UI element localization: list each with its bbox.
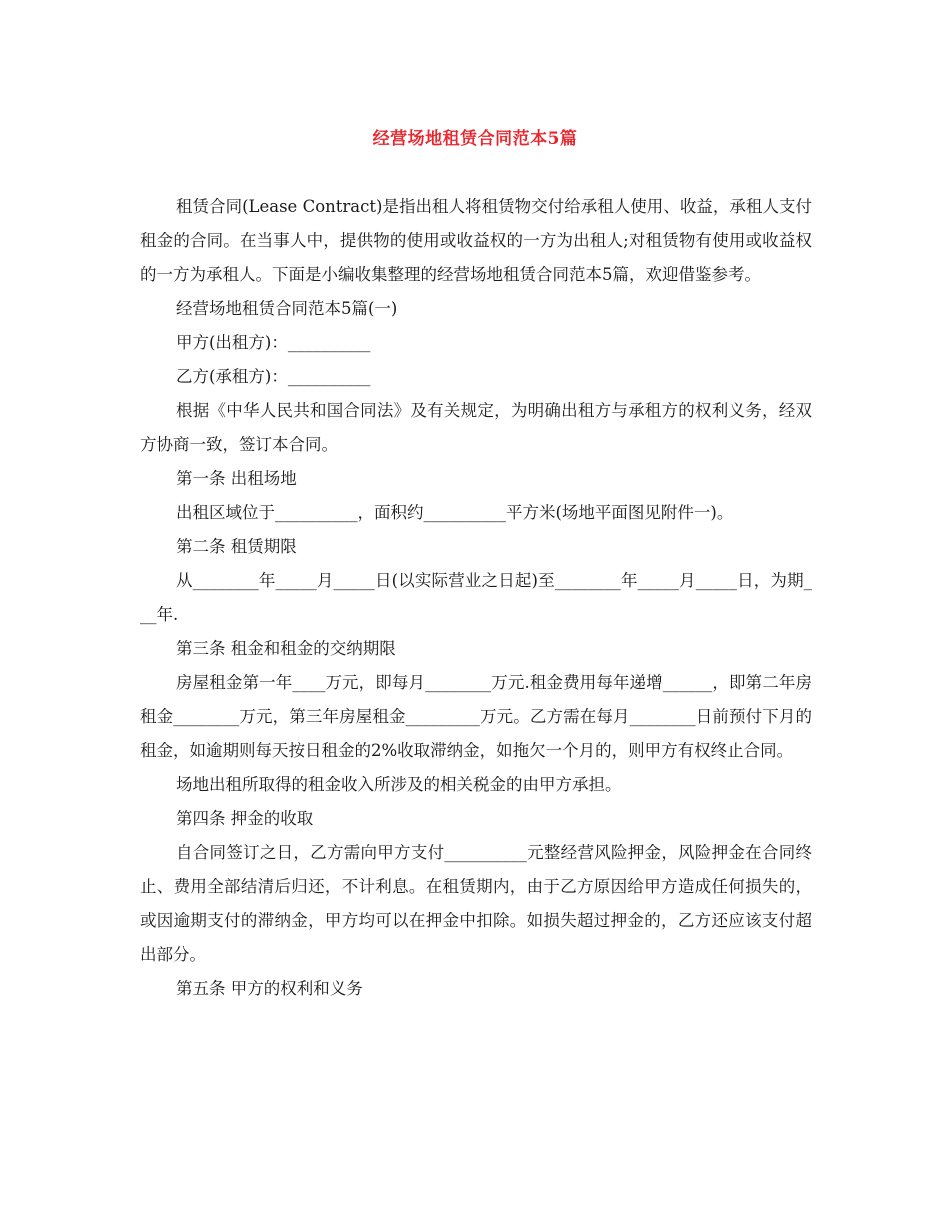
article-1-heading: 第一条 出租场地 xyxy=(176,469,297,488)
preamble-paragraph: 根据《中华人民共和国合同法》及有关规定，为明确出租方与承租方的权利义务，经双方协商一致，签订本合同。 xyxy=(140,401,812,454)
party-a-line: 甲方(出租方)：__________ xyxy=(176,333,371,352)
article-5-heading: 第五条 甲方的权利和义务 xyxy=(176,979,363,998)
contract-heading: 经营场地租赁合同范本5篇(一) xyxy=(176,299,398,318)
article-4-text: 自合同签订之日，乙方需向甲方支付__________元整经营风险押金，风险押金在合同终止、费用全部结清后归还，不计利息。在租赁期内，由于乙方原因给甲方造成任何损失的，或因逾期支付的滞纳金，甲方均可以在押金中扣除。如损失超过押金的，乙方还应该支付超出部分。 xyxy=(140,843,812,964)
article-3-text: 房屋租金第一年____万元，即每月________万元.租金费用每年递增______，即第二年房租金________万元，第三年房屋租金_________万元。乙方需在每月________日前预付下月的租金，如逾期则每天按日租金的2%收取滞纳金，如拖欠一个月的，则甲方有权终止合同。 xyxy=(140,673,812,760)
document-title: 经营场地租赁合同范本5篇 xyxy=(372,129,578,149)
intro-paragraph: 租赁合同(Lease Contract)是指出租人将租赁物交付给承租人使用、收益，承租人支付租金的合同。在当事人中，提供物的使用或收益权的一方为出租人;对租赁物有使用或收益权的一方为承租人。下面是小编收集整理的经营场地租赁合同范本5篇，欢迎借鉴参考。 xyxy=(140,197,812,284)
document-body xyxy=(140,190,812,1006)
article-3-tax-text: 场地出租所取得的租金收入所涉及的相关税金的由甲方承担。 xyxy=(176,775,622,794)
article-4-heading: 第四条 押金的收取 xyxy=(176,809,314,828)
party-b-line: 乙方(承租方)：__________ xyxy=(176,367,371,386)
article-2-text: 从________年_____月_____日(以实际营业之日起)至________年_____月_____日，为期___年. xyxy=(140,571,812,624)
article-2-heading: 第二条 租赁期限 xyxy=(176,537,297,556)
article-1-text: 出租区域位于__________，面积约__________平方米(场地平面图见附件一)。 xyxy=(176,503,734,522)
article-3-heading: 第三条 租金和租金的交纳期限 xyxy=(176,639,396,658)
